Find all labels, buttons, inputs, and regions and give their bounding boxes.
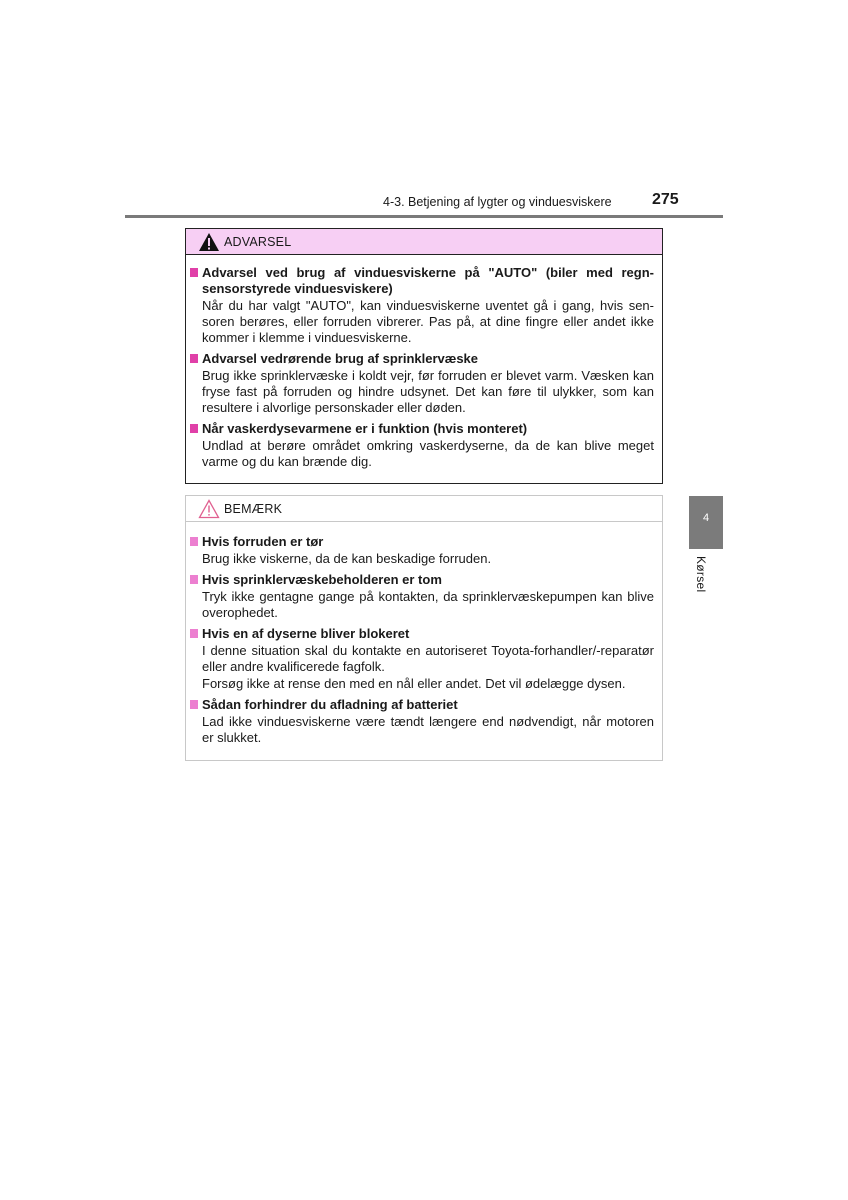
note-body: [186, 522, 662, 746]
note-item-text: Brug ikke viskerne, da de kan beskadige forruden.: [202, 551, 492, 566]
warning-item-title: Advarsel vedrørende brug af sprinklervæske: [202, 351, 479, 366]
note-item: [190, 572, 654, 621]
note-item-title: Hvis en af dyserne bliver blokeret: [202, 626, 410, 641]
note-title: BEMÆRK: [224, 501, 283, 516]
note-item: [190, 626, 654, 692]
warning-item-text: Undlad at berøre området omkring vaskerdyserne, da de kan blive meget varme og du kan brænde dig.: [202, 438, 654, 469]
note-item: [190, 534, 654, 567]
warning-item: [190, 421, 654, 470]
square-bullet-icon: [190, 700, 198, 709]
square-bullet-icon: [190, 629, 198, 638]
note-item-heading: [190, 697, 654, 713]
note-item-heading: [190, 626, 654, 642]
warning-item: [190, 351, 654, 416]
note-item-title: Sådan forhindrer du afladning af batteriet: [202, 697, 458, 712]
note-header: [186, 496, 662, 522]
square-bullet-icon: [190, 424, 198, 433]
warning-item-heading: [190, 265, 654, 297]
warning-header: [186, 229, 662, 255]
warning-item-title: Når vaskerdysevarmene er i funktion (hvis monteret): [202, 421, 528, 436]
caution-triangle-icon: [198, 499, 220, 519]
square-bullet-icon: [190, 354, 198, 363]
note-item-text: Tryk ikke gentagne gange på kontakten, da sprinklervæskepumpen kan blive overophedet.: [202, 589, 654, 620]
header-divider: [125, 215, 723, 218]
warning-item-text: Når du har valgt "AUTO", kan vinduesviskerne uventet gå i gang, hvis sen-soren berøres, eller forruden vibrerer. Pas på, at dine fingre eller andet ikke kommer i klemme i vinduesviskerne.: [202, 298, 654, 345]
note-item-title: Hvis sprinklervæskebeholderen er tom: [202, 572, 442, 587]
note-item-title: Hvis forruden er tør: [202, 534, 324, 549]
square-bullet-icon: [190, 268, 198, 277]
warning-item: [190, 265, 654, 346]
note-item: [190, 697, 654, 746]
chapter-tab: 4: [689, 496, 723, 549]
page-number: 275: [652, 191, 679, 208]
warning-item-title: Advarsel ved brug af vinduesviskerne på "AUTO" (biler med regn-sensorstyrede vinduesviskere): [202, 265, 654, 296]
warning-item-heading: [190, 421, 654, 437]
square-bullet-icon: [190, 575, 198, 584]
warning-title: ADVARSEL: [224, 234, 292, 249]
note-item-heading: [190, 534, 654, 550]
chapter-label: Kørsel: [694, 556, 708, 593]
warning-item-heading: [190, 351, 654, 367]
warning-triangle-icon: [198, 232, 220, 252]
warning-box: [185, 228, 663, 484]
note-item-heading: [190, 572, 654, 588]
note-item-text: Lad ikke vinduesviskerne være tændt længere end nødvendigt, når motoren er slukket.: [202, 714, 654, 745]
warning-body: [186, 255, 662, 470]
section-title: 4-3. Betjening af lygter og vinduesviskere: [383, 195, 612, 209]
note-item-text: I denne situation skal du kontakte en autoriseret Toyota-forhandler/-reparatør eller andre kvalificerede fagfolk.: [202, 643, 654, 674]
warning-item-text: Brug ikke sprinklervæske i koldt vejr, før forruden er blevet varm. Væsken kan fryse fast på forruden og hindre udsynet. Det kan føre til ulykker, som kan resultere i alvorlige personskader eller døden.: [202, 368, 654, 415]
note-item-text: Forsøg ikke at rense den med en nål eller andet. Det vil ødelægge dysen.: [202, 676, 626, 691]
square-bullet-icon: [190, 537, 198, 546]
note-box: [185, 495, 663, 761]
